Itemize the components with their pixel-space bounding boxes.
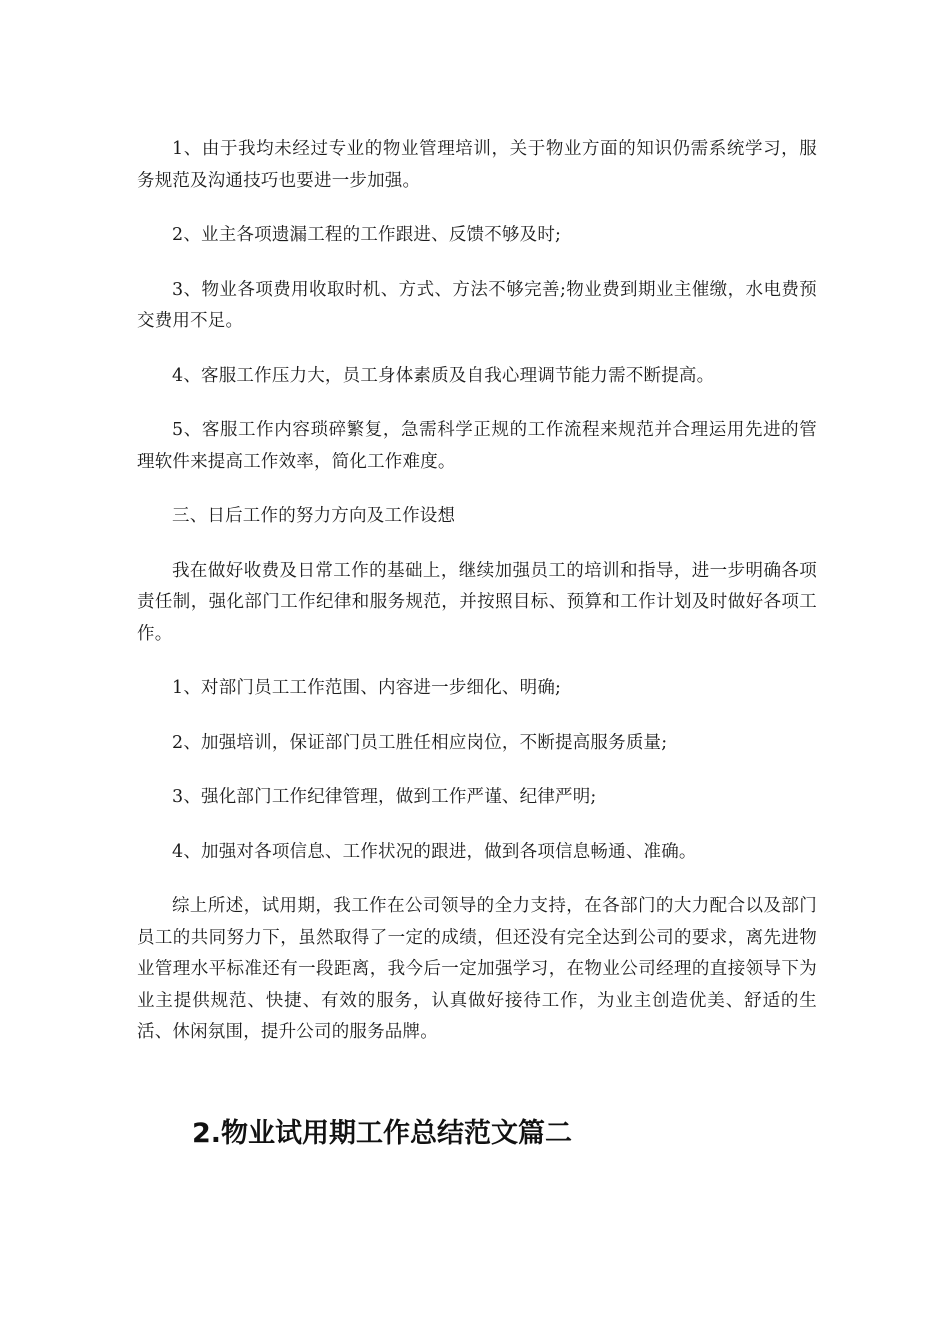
paragraph-conclusion: 综上所述，试用期，我工作在公司领导的全力支持，在各部门的大力配合以及部门员工的共同努力下，虽然取得了一定的成绩，但还没有完全达到公司的要求，离先进物业管理水平标准还有一段距离，我今后一定加强学习，在物业公司经理的直接领导下为业主提供规范、快捷、有效的服务，认真做好接待工作，为业主创造优美、舒适的生活、休闲氛围，提升公司的服务品牌。 bbox=[137, 896, 817, 1042]
paragraph-issue-5: 5、客服工作内容琐碎繁复，急需科学正规的工作流程来规范并合理运用先进的管理软件来提高工作效率，简化工作难度。 bbox=[137, 420, 817, 472]
article-heading: 2.物业试用期工作总结范文篇二 bbox=[192, 1118, 573, 1149]
paragraph-issue-4: 4、客服工作压力大，员工身体素质及自我心理调节能力需不断提高。 bbox=[172, 365, 715, 386]
document-body bbox=[137, 134, 817, 1072]
paragraph-plan-1: 1、对部门员工工作范围、内容进一步细化、明确; bbox=[172, 678, 562, 698]
paragraph-issue-3: 3、物业各项费用收取时机、方式、方法不够完善;物业费到期业主催缴，水电费预交费用不足。 bbox=[137, 279, 817, 331]
paragraph-plan-3: 3、强化部门工作纪律管理，做到工作严谨、纪律严明; bbox=[172, 787, 597, 807]
paragraph-plan-2: 2、加强培训，保证部门员工胜任相应岗位，不断提高服务质量; bbox=[172, 732, 668, 753]
paragraph-plan-4: 4、加强对各项信息、工作状况的跟进，做到各项信息畅通、准确。 bbox=[172, 841, 697, 862]
paragraph-plan-intro: 我在做好收费及日常工作的基础上，继续加强员工的培训和指导，进一步明确各项责任制，强化部门工作纪律和服务规范，并按照目标、预算和工作计划及时做好各项工作。 bbox=[137, 560, 817, 644]
paragraph-issue-1: 1、由于我均未经过专业的物业管理培训，关于物业方面的知识仍需系统学习，服务规范及沟通技巧也要进一步加强。 bbox=[137, 139, 817, 191]
section-title-future-plans: 三、日后工作的努力方向及工作设想 bbox=[172, 506, 456, 526]
paragraph-issue-2: 2、业主各项遗漏工程的工作跟进、反馈不够及时; bbox=[172, 225, 562, 245]
